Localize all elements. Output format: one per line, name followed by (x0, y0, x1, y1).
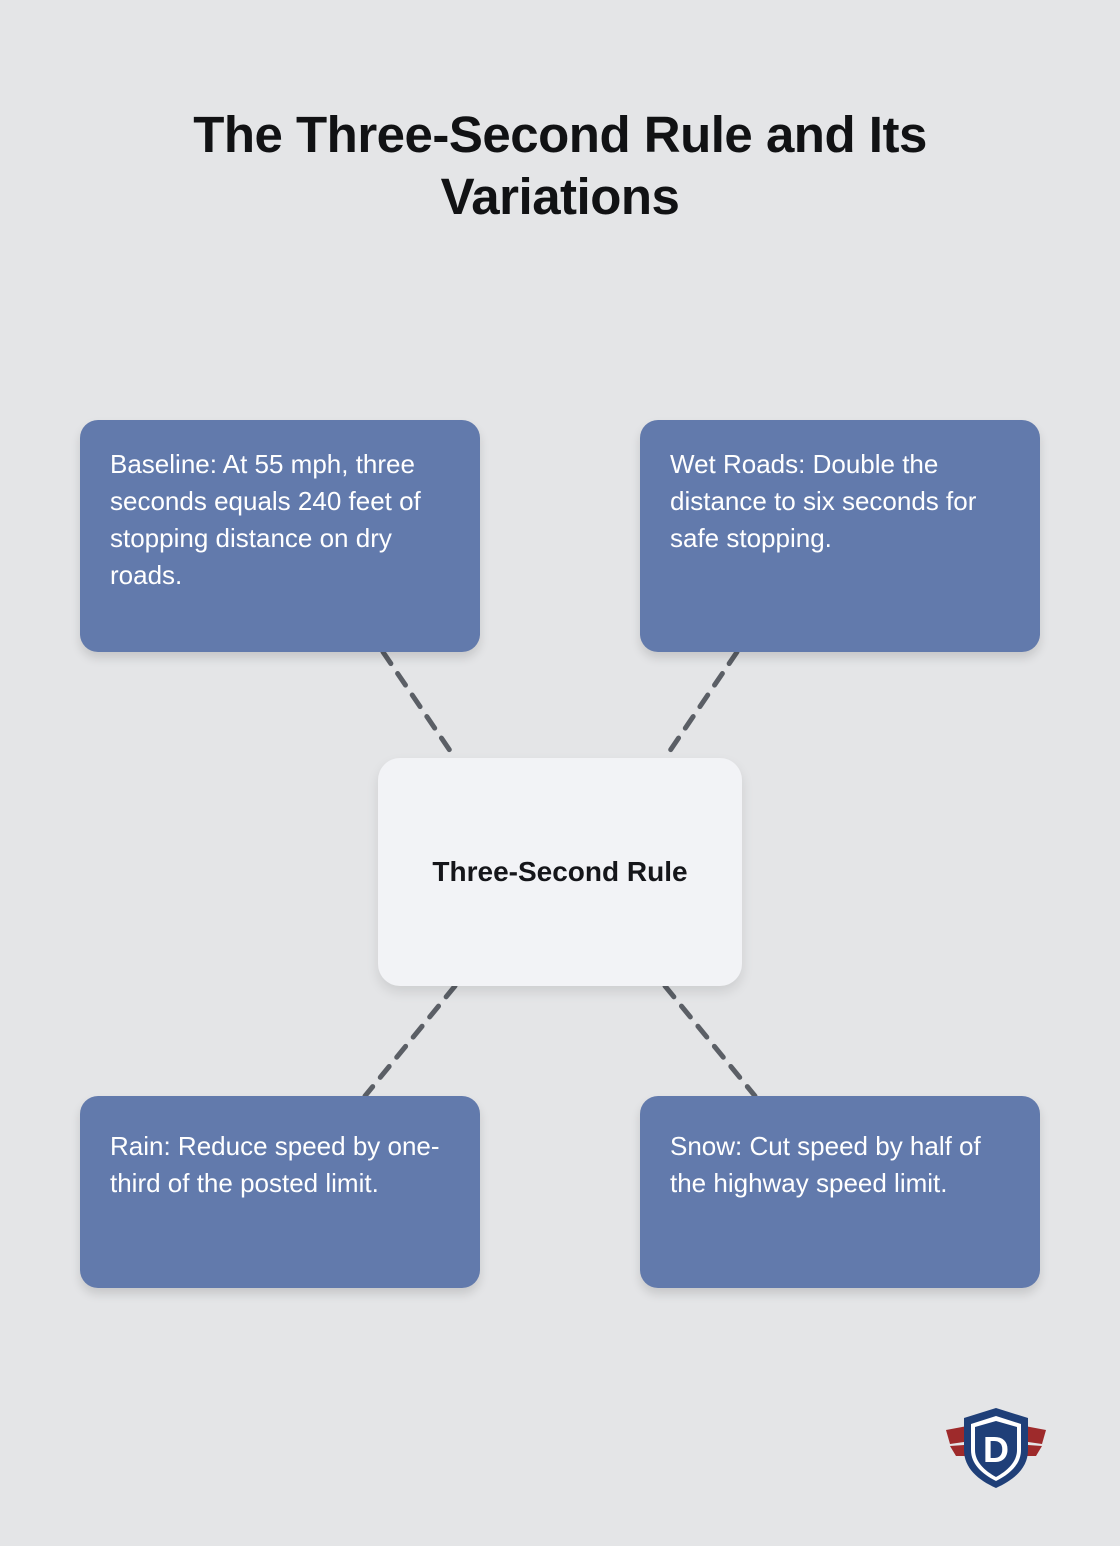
node-snow (640, 1096, 1040, 1288)
node-center-three-second-rule (378, 758, 742, 986)
node-wet-roads (640, 420, 1040, 652)
node-snow-label: Snow: Cut speed by half of the highway speed limit. (670, 1131, 981, 1198)
page-title: The Three-Second Rule and Its Variations (193, 106, 927, 226)
logo-letter: D (983, 1429, 1009, 1470)
center-node-label: Three-Second Rule (432, 855, 688, 887)
node-wet-roads-label: Wet Roads: Double the distance to six seconds for safe stopping. (670, 449, 977, 553)
node-baseline (80, 420, 480, 652)
node-rain-label: Rain: Reduce speed by one-third of the posted limit. (110, 1131, 440, 1198)
node-baseline-label: Baseline: At 55 mph, three seconds equals 240 feet of stopping distance on dry roads. (110, 449, 421, 590)
node-rain (80, 1096, 480, 1288)
driving-school-shield-logo-icon (940, 1400, 1052, 1492)
